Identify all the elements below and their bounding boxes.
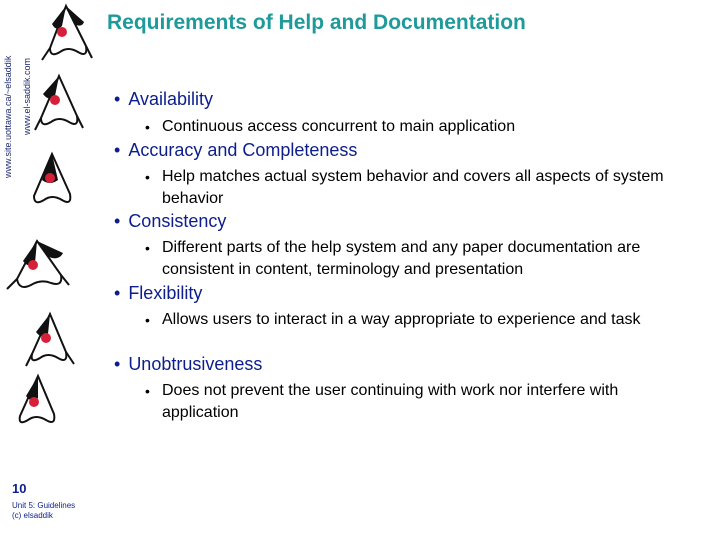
- bullet-heading: [114, 283, 202, 304]
- bullet-dot: •: [114, 89, 121, 109]
- bullet-heading-text: Flexibility: [128, 283, 203, 303]
- bullet-heading: [114, 140, 357, 161]
- mascot-icon: [38, 2, 94, 64]
- bullet-detail: [145, 380, 682, 424]
- bullet-dot: •: [114, 211, 121, 231]
- mascot-icon: [24, 310, 76, 370]
- bullet-heading-text: Consistency: [128, 211, 227, 231]
- bullet-detail: [145, 237, 682, 281]
- footer-unit-label: Unit 5: Guidelines: [12, 501, 76, 510]
- bullet-heading-text: Accuracy and Completeness: [128, 140, 358, 160]
- bullet-heading: [114, 89, 213, 110]
- bullet-detail: [145, 166, 682, 210]
- bullet-heading: [114, 211, 226, 232]
- bullet-dot: •: [114, 354, 121, 374]
- bullet-heading-text: Availability: [128, 89, 214, 109]
- page-number: 10: [12, 481, 27, 496]
- bullet-dot: •: [145, 169, 150, 185]
- mascot-icon: [5, 235, 71, 297]
- bullet-detail: [145, 309, 682, 331]
- bullet-detail: [145, 116, 682, 138]
- bullet-detail-text: Does not prevent the user continuing with work nor interfere with application: [162, 382, 619, 421]
- mascot-icon: [33, 70, 87, 132]
- bullet-dot: •: [114, 283, 121, 303]
- bullet-dot: •: [114, 140, 121, 160]
- sidebar-url-2: www.el-saddik.com: [22, 57, 32, 135]
- footer-copyright: (c) elsaddik: [12, 511, 53, 520]
- bullet-detail-text: Allows users to interact in a way appropriate to experience and task: [162, 311, 641, 328]
- bullet-dot: •: [145, 383, 150, 399]
- bullet-dot: •: [145, 312, 150, 328]
- bullet-heading-text: Unobtrusiveness: [128, 354, 263, 374]
- bullet-detail-text: Continuous access concurrent to main application: [162, 118, 516, 135]
- bullet-dot: •: [145, 119, 150, 135]
- bullet-heading: [114, 354, 262, 375]
- bullet-detail-text: Help matches actual system behavior and covers all aspects of system behavior: [162, 168, 664, 207]
- page-title: Requirements of Help and Documentation: [107, 11, 526, 34]
- bullet-detail-text: Different parts of the help system and any paper documentation are consistent in content, terminology and presentation: [162, 239, 641, 278]
- mascot-icon: [14, 372, 62, 432]
- mascot-icon: [28, 150, 80, 212]
- sidebar-url-1: www.site.uottawa.ca/~elsaddik: [3, 55, 13, 178]
- bullet-dot: •: [145, 240, 150, 256]
